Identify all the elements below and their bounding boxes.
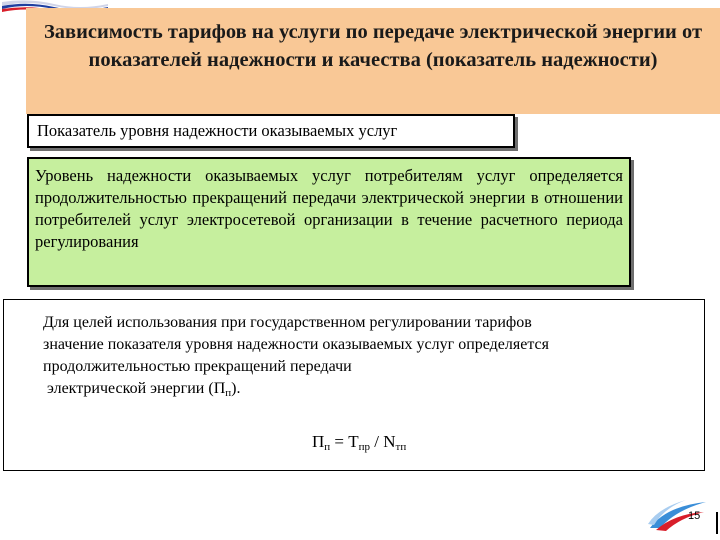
subtitle-box	[27, 114, 515, 148]
definition-box	[27, 157, 631, 287]
formula-lhs: П	[312, 432, 325, 451]
regulation-box	[3, 299, 705, 471]
header-banner	[26, 8, 720, 114]
formula-div: / N	[370, 432, 396, 451]
formula-lhs-sub: п	[324, 441, 331, 453]
formula-t-sub: пр	[358, 441, 371, 453]
regulation-line-4	[43, 378, 693, 404]
page-number: 15	[688, 510, 701, 522]
regulation-line-1: Для целей использования при государственном регулировании тарифов	[43, 314, 532, 331]
regulation-paragraph	[43, 312, 693, 404]
regulation-line-4-end: ).	[231, 380, 241, 397]
regulation-line-3: продолжительностью прекращений передачи	[43, 358, 352, 375]
regulation-line-4-sub: п	[225, 387, 232, 399]
reliability-formula	[312, 432, 406, 457]
page-title: Зависимость тарифов на услуги по передаче электрической энергии от показателей надежности и качества (показатель надежности)	[43, 21, 703, 71]
definition-text: Уровень надежности оказываемых услуг потребителям услуг определяется продолжительностью прекращений передачи электрической энергии в отношении потребителей услуг электросетевой организации в течение расчетного периода регулирования	[35, 166, 623, 251]
corner-divider	[716, 512, 718, 534]
formula-n-sub: тп	[395, 441, 407, 453]
regulation-line-2: значение показателя уровня надежности оказываемых услуг определяется	[43, 336, 549, 353]
formula-eq: = Т	[330, 432, 359, 451]
regulation-line-4-text: электрической энергии (П	[47, 380, 226, 397]
subtitle-text: Показатель уровня надежности оказываемых услуг	[37, 121, 398, 140]
